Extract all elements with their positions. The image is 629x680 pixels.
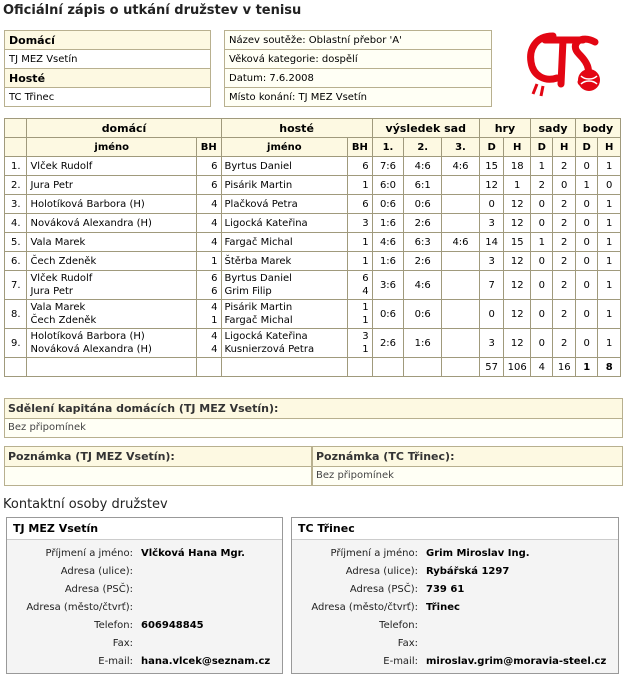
set1-score: 1:6 [372, 252, 404, 271]
row-number: 8. [5, 300, 27, 329]
contact-row [7, 616, 272, 634]
guest-player-line: Pisárik Martin [224, 302, 293, 313]
table-row [5, 195, 621, 214]
set1-score: 0:6 [372, 300, 404, 329]
contact-row [292, 652, 608, 670]
home-player [27, 157, 197, 176]
sets-h: 2 [553, 157, 575, 176]
table-row [5, 252, 621, 271]
set1-score: 4:6 [372, 233, 404, 252]
contact-guest-team: TC Třinec [292, 518, 618, 540]
guest-label: Hosté [5, 69, 211, 88]
games-d: 15 [479, 157, 504, 176]
home-bh [197, 176, 222, 195]
set1-score: 2:6 [372, 329, 404, 358]
guest-player-line: Grim Filip [224, 286, 272, 297]
col-guest-bh: BH [348, 138, 373, 157]
set3-score [442, 271, 480, 300]
set2-score: 2:6 [404, 214, 442, 233]
set2-score: 1:6 [404, 329, 442, 358]
contact-label: Adresa (město/čtvrť): [311, 601, 418, 613]
home-bh-line: 6 [211, 286, 218, 297]
home-bh [197, 252, 222, 271]
set2-score: 4:6 [404, 157, 442, 176]
contact-home-box [6, 517, 283, 674]
games-h: 12 [504, 329, 531, 358]
set3-score [442, 214, 480, 233]
contact-value [420, 616, 608, 634]
col-sets-h: H [553, 138, 575, 157]
home-bh-line: 6 [211, 160, 218, 172]
guest-player-line: Byrtus Daniel [224, 160, 292, 172]
home-player [27, 176, 197, 195]
home-bh-line: 6 [211, 273, 218, 284]
sets-d: 0 [531, 271, 553, 300]
set1-score: 6:0 [372, 176, 404, 195]
sets-h: 2 [553, 233, 575, 252]
contact-value [135, 634, 272, 652]
row-number: 6. [5, 252, 27, 271]
row-number: 2. [5, 176, 27, 195]
games-h: 18 [504, 157, 531, 176]
contact-label: Adresa (PSČ): [64, 583, 133, 595]
guest-player-line: Ligocká Kateřina [224, 331, 308, 342]
set1-score: 1:6 [372, 214, 404, 233]
home-player-line: Vlček Rudolf [30, 160, 93, 172]
contact-row [7, 544, 272, 562]
points-h: 1 [598, 271, 621, 300]
total-sets-d: 4 [531, 358, 553, 377]
sets-h: 0 [553, 176, 575, 195]
games-h: 12 [504, 214, 531, 233]
sets-d: 0 [531, 300, 553, 329]
guest-bh-line: 1 [362, 344, 369, 355]
points-h: 1 [598, 157, 621, 176]
home-bh [197, 157, 222, 176]
contact-row [7, 634, 272, 652]
home-bh [197, 214, 222, 233]
contact-home-table [7, 544, 272, 670]
home-player-line: Holotíková Barbora (H) [30, 331, 145, 342]
contact-row [292, 544, 608, 562]
games-h: 12 [504, 300, 531, 329]
home-bh [197, 329, 222, 358]
contact-label: Telefon: [379, 619, 418, 631]
contact-value [135, 562, 272, 580]
set3-score [442, 195, 480, 214]
games-h: 15 [504, 233, 531, 252]
sets-d: 1 [531, 157, 553, 176]
note-guest-text: Bez připomínek [313, 467, 622, 485]
guest-player [221, 271, 348, 300]
total-games-d: 57 [479, 358, 504, 377]
row-number: 7. [5, 271, 27, 300]
set2-score: 6:3 [404, 233, 442, 252]
contact-value: Vlčková Hana Mgr. [141, 547, 245, 559]
contact-value: Třinec [426, 601, 460, 613]
note-home-label: Poznámka (TJ MEZ Vsetín): [5, 447, 311, 467]
note-guest-label: Poznámka (TC Třinec): [313, 447, 622, 467]
note-home-text [5, 467, 311, 485]
col-home-name: jméno [27, 138, 197, 157]
home-player-line: Jura Petr [30, 286, 74, 297]
guest-player-line: Štěrba Marek [224, 255, 292, 267]
group-sets: sady [531, 119, 576, 138]
row-number: 9. [5, 329, 27, 358]
contact-value: 606948845 [141, 619, 204, 631]
set3-score [442, 176, 480, 195]
guest-bh [348, 233, 373, 252]
row-number: 4. [5, 214, 27, 233]
points-d: 1 [575, 176, 597, 195]
col-points-d: D [575, 138, 597, 157]
points-h: 1 [598, 329, 621, 358]
guest-bh-line: 3 [362, 217, 369, 229]
guest-player-line: Fargač Michal [224, 236, 293, 248]
table-row [5, 157, 621, 176]
set1-score: 0:6 [372, 195, 404, 214]
table-row [5, 300, 621, 329]
guest-bh-line: 1 [362, 315, 369, 326]
set1-score: 7:6 [372, 157, 404, 176]
contact-row [7, 652, 272, 670]
points-d: 0 [575, 271, 597, 300]
contact-value: hana.vlcek@seznam.cz [141, 655, 271, 667]
contact-label: Adresa (město/čtvrť): [26, 601, 133, 613]
total-points-d: 1 [575, 358, 597, 377]
match-info [224, 30, 492, 107]
col-points-h: H [598, 138, 621, 157]
home-label: Domácí [5, 31, 211, 50]
home-player-line: Vala Marek [30, 236, 86, 248]
guest-bh [348, 157, 373, 176]
home-bh-line: 4 [211, 344, 218, 355]
row-number: 3. [5, 195, 27, 214]
home-player [27, 329, 197, 358]
guest-bh-line: 1 [362, 302, 369, 313]
games-h: 12 [504, 195, 531, 214]
col-guest-name: jméno [221, 138, 348, 157]
sets-h: 2 [553, 271, 575, 300]
captain-note-label: Sdělení kapitána domácích (TJ MEZ Vsetín): [5, 399, 622, 419]
group-result: výsledek sad [372, 119, 479, 138]
home-bh-line: 4 [211, 302, 218, 313]
games-d: 0 [479, 195, 504, 214]
guest-player-line: Ligocká Kateřina [224, 217, 308, 229]
sets-h: 2 [553, 214, 575, 233]
col-set3: 3. [442, 138, 480, 157]
points-d: 0 [575, 214, 597, 233]
club-logo-icon [523, 22, 607, 100]
contact-label: Adresa (PSČ): [349, 583, 418, 595]
games-h: 1 [504, 176, 531, 195]
results-table [4, 118, 621, 377]
home-player [27, 195, 197, 214]
col-home-bh: BH [197, 138, 222, 157]
guest-team: TC Třinec [5, 88, 211, 107]
sets-d: 0 [531, 214, 553, 233]
captain-note-text: Bez připomínek [5, 419, 622, 437]
guest-player [221, 233, 348, 252]
contact-row [292, 616, 608, 634]
guest-bh [348, 271, 373, 300]
contact-row [7, 562, 272, 580]
sets-d: 2 [531, 176, 553, 195]
contact-value [420, 634, 608, 652]
home-bh-line: 4 [211, 217, 218, 229]
points-d: 0 [575, 233, 597, 252]
page-title: Oficiální zápis o utkání družstev v tenisu [3, 3, 302, 18]
category: Věková kategorie: dospělí [225, 50, 492, 69]
points-d: 0 [575, 252, 597, 271]
home-player-line: Nováková Alexandra (H) [30, 217, 152, 229]
contact-label: Příjmení a jméno: [330, 547, 418, 559]
contact-value: miroslav.grim@moravia-steel.cz [426, 655, 607, 667]
contact-row [7, 580, 272, 598]
contact-value: Grim Miroslav Ing. [426, 547, 530, 559]
guest-player-line: Fargač Michal [224, 315, 293, 326]
contact-value [135, 598, 272, 616]
sets-h: 2 [553, 329, 575, 358]
total-points-h: 8 [598, 358, 621, 377]
home-bh-line: 1 [211, 255, 218, 267]
col-set2: 2. [404, 138, 442, 157]
table-row [5, 176, 621, 195]
row-number: 5. [5, 233, 27, 252]
guest-player [221, 214, 348, 233]
col-set1: 1. [372, 138, 404, 157]
guest-player [221, 176, 348, 195]
games-d: 12 [479, 176, 504, 195]
set2-score: 4:6 [404, 271, 442, 300]
contacts-title: Kontaktní osoby družstev [3, 497, 168, 512]
guest-bh-line: 1 [362, 236, 369, 248]
points-h: 1 [598, 233, 621, 252]
row-number: 1. [5, 157, 27, 176]
contact-row [292, 562, 608, 580]
captain-note-section [4, 398, 623, 438]
contact-label: Příjmení a jméno: [45, 547, 133, 559]
guest-bh [348, 252, 373, 271]
home-bh [197, 195, 222, 214]
games-d: 3 [479, 214, 504, 233]
sets-d: 0 [531, 329, 553, 358]
games-h: 12 [504, 252, 531, 271]
home-player [27, 214, 197, 233]
guest-bh [348, 300, 373, 329]
set2-score: 0:6 [404, 300, 442, 329]
guest-bh [348, 176, 373, 195]
set3-score: 4:6 [442, 233, 480, 252]
home-player-line: Vlček Rudolf [30, 273, 93, 284]
guest-bh [348, 214, 373, 233]
col-games-h: H [504, 138, 531, 157]
set2-score: 6:1 [404, 176, 442, 195]
contact-label: Fax: [397, 637, 418, 649]
home-player-line: Jura Petr [30, 179, 74, 191]
col-sets-d: D [531, 138, 553, 157]
contact-value [135, 580, 272, 598]
contact-label: E-mail: [98, 655, 133, 667]
competition: Název soutěže: Oblastní přebor 'A' [225, 31, 492, 50]
sets-d: 1 [531, 233, 553, 252]
contact-row [292, 598, 608, 616]
group-home: domácí [27, 119, 221, 138]
home-player [27, 252, 197, 271]
points-d: 0 [575, 300, 597, 329]
results-body [5, 157, 621, 358]
table-row [5, 233, 621, 252]
points-h: 1 [598, 214, 621, 233]
contact-label: E-mail: [383, 655, 418, 667]
guest-bh [348, 329, 373, 358]
guest-player-line: Plačková Petra [224, 198, 298, 210]
guest-bh-line: 6 [362, 273, 369, 284]
contact-guest-box [291, 517, 619, 674]
games-d: 3 [479, 252, 504, 271]
guest-player-line: Pisárik Martin [224, 179, 293, 191]
contact-row [7, 598, 272, 616]
contact-value: 739 61 [426, 583, 465, 595]
home-bh-line: 4 [211, 198, 218, 210]
guest-player [221, 157, 348, 176]
venue: Místo konání: TJ MEZ Vsetín [225, 88, 492, 107]
set3-score: 4:6 [442, 157, 480, 176]
set3-score [442, 252, 480, 271]
contact-value: Rybářská 1297 [426, 565, 510, 577]
points-d: 0 [575, 329, 597, 358]
group-guest: hosté [221, 119, 372, 138]
home-player-line: Čech Zdeněk [30, 255, 97, 267]
sets-h: 2 [553, 195, 575, 214]
guest-player [221, 300, 348, 329]
home-bh [197, 300, 222, 329]
games-d: 3 [479, 329, 504, 358]
total-games-h: 106 [504, 358, 531, 377]
guest-player-line: Byrtus Daniel [224, 273, 292, 284]
points-d: 0 [575, 195, 597, 214]
group-games: hry [479, 119, 530, 138]
contact-label: Telefon: [94, 619, 133, 631]
home-bh-line: 4 [211, 236, 218, 248]
teams-info [4, 30, 211, 107]
guest-player [221, 195, 348, 214]
sets-h: 2 [553, 252, 575, 271]
contact-label: Adresa (ulice): [345, 565, 418, 577]
home-bh-line: 4 [211, 331, 218, 342]
guest-bh-line: 3 [362, 331, 369, 342]
guest-player [221, 252, 348, 271]
guest-bh-line: 4 [362, 286, 369, 297]
guest-player-line: Kusnierzová Petra [224, 344, 315, 355]
guest-bh-line: 6 [362, 160, 369, 172]
set2-score: 0:6 [404, 195, 442, 214]
games-d: 0 [479, 300, 504, 329]
table-row [5, 214, 621, 233]
guest-bh-line: 1 [362, 179, 369, 191]
points-h: 1 [598, 300, 621, 329]
set3-score [442, 300, 480, 329]
home-team: TJ MEZ Vsetín [5, 50, 211, 69]
home-player [27, 233, 197, 252]
guest-bh-line: 6 [362, 198, 369, 210]
date: Datum: 7.6.2008 [225, 69, 492, 88]
col-games-d: D [479, 138, 504, 157]
points-h: 1 [598, 195, 621, 214]
set3-score [442, 329, 480, 358]
contact-row [292, 580, 608, 598]
games-d: 14 [479, 233, 504, 252]
contact-guest-table [292, 544, 608, 670]
note-home-section [4, 446, 312, 486]
set2-score: 2:6 [404, 252, 442, 271]
games-d: 7 [479, 271, 504, 300]
set1-score: 3:6 [372, 271, 404, 300]
home-bh [197, 271, 222, 300]
contact-label: Fax: [112, 637, 133, 649]
home-bh-line: 1 [211, 315, 218, 326]
guest-player [221, 329, 348, 358]
note-guest-section [312, 446, 623, 486]
contact-home-team: TJ MEZ Vsetín [7, 518, 282, 540]
home-player-line: Nováková Alexandra (H) [30, 344, 152, 355]
points-h: 0 [598, 176, 621, 195]
sets-h: 2 [553, 300, 575, 329]
guest-bh [348, 195, 373, 214]
home-player-line: Holotíková Barbora (H) [30, 198, 145, 210]
home-player-line: Vala Marek [30, 302, 86, 313]
points-d: 0 [575, 157, 597, 176]
home-player-line: Čech Zdeněk [30, 315, 97, 326]
table-row [5, 271, 621, 300]
home-bh-line: 6 [211, 179, 218, 191]
guest-bh-line: 1 [362, 255, 369, 267]
points-h: 1 [598, 252, 621, 271]
home-player [27, 271, 197, 300]
games-h: 12 [504, 271, 531, 300]
home-player [27, 300, 197, 329]
home-bh [197, 233, 222, 252]
table-row [5, 329, 621, 358]
group-points: body [575, 119, 620, 138]
contact-row [292, 634, 608, 652]
sets-d: 0 [531, 252, 553, 271]
contact-label: Adresa (ulice): [60, 565, 133, 577]
sets-d: 0 [531, 195, 553, 214]
total-sets-h: 16 [553, 358, 575, 377]
